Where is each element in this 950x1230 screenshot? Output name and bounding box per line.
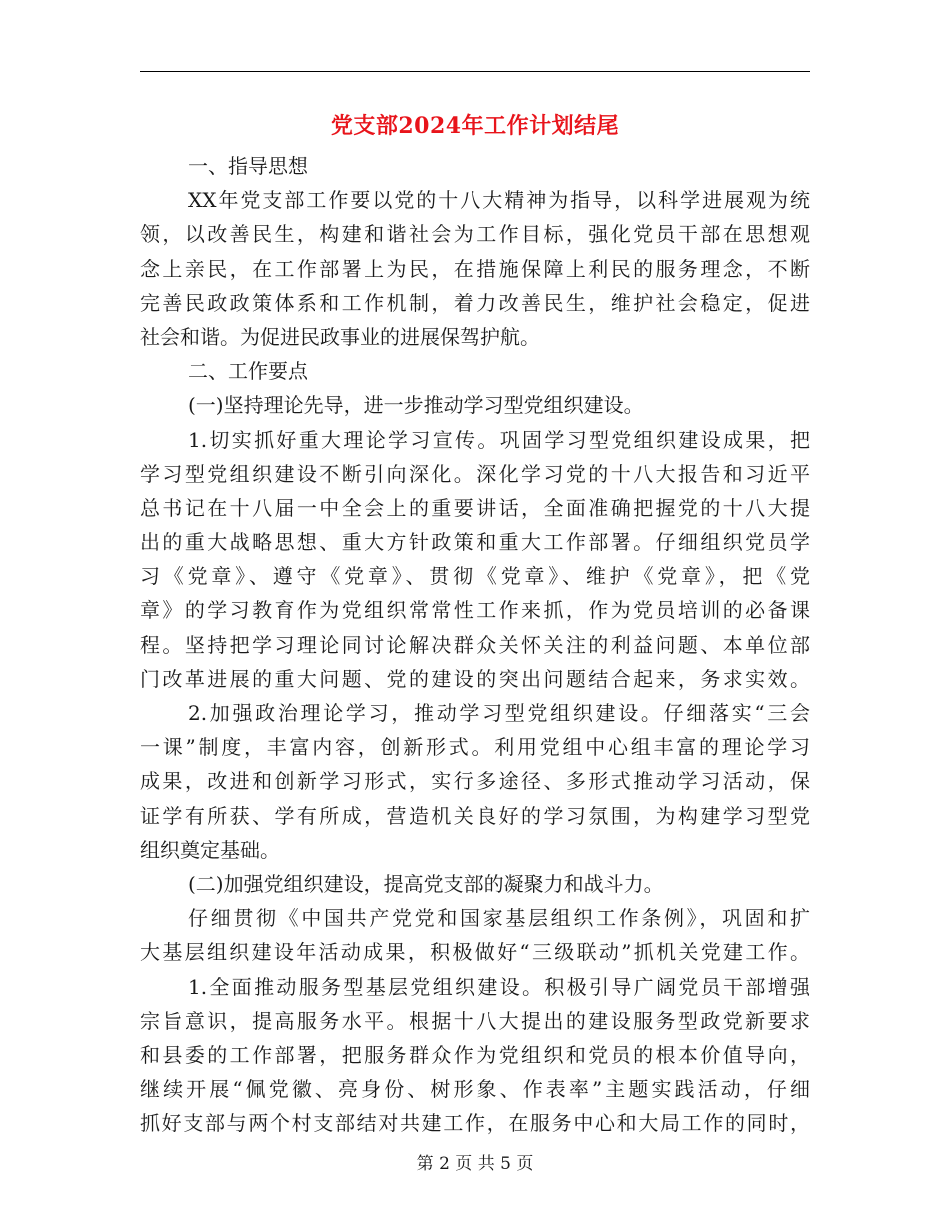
paragraph-line: 念上亲民，在工作部署上为民，在措施保障上利民的服务理念，不断 <box>140 256 810 281</box>
document-title: 党支部2024年工作计划结尾 <box>330 113 620 139</box>
paragraph-line: 总书记在十八届一中全会上的重要讲话，全面准确把握党的十八大提 <box>140 495 810 520</box>
paragraph-line: 程。坚持把学习理论同讨论解决群众关怀关注的利益问题、本单位部 <box>140 632 810 657</box>
header-rule <box>140 71 810 72</box>
paragraph-line: XX年党支部工作要以党的十八大精神为指导，以科学进展观为统 <box>188 188 810 213</box>
paragraph-line: 学习型党组织建设不断引向深化。深化学习党的十八大报告和习近平 <box>140 461 810 486</box>
section-heading: 一、指导思想 <box>188 154 308 178</box>
section-heading: 二、工作要点 <box>188 359 308 384</box>
paragraph-line: 证学有所获、学有所成，营造机关良好的学习氛围，为构建学习型党 <box>140 803 810 828</box>
paragraph-line: 大基层组织建设年活动成果，积极做好“三级联动”抓机关党建工作。 <box>140 940 810 965</box>
paragraph-line: 出的重大战略思想、重大方针政策和重大工作部署。仔细组织党员学 <box>140 530 810 555</box>
paragraph-line: 2.加强政治理论学习，推动学习型党组织建设。仔细落实“三会 <box>188 701 810 725</box>
paragraph-line: 继续开展“佩党徽、亮身份、树形象、作表率”主题实践活动，仔细 <box>140 1077 810 1102</box>
document-body <box>140 149 810 1140</box>
paragraph-line: 成果，改进和创新学习形式，实行多途径、多形式推动学习活动，保 <box>140 769 810 794</box>
paragraph-line: 组织奠定基础。 <box>140 837 280 862</box>
subsection-heading: (一)坚持理论先导，进一步推动学习型党组织建设。 <box>188 393 644 418</box>
paragraph-line: 1.全面推动服务型基层党组织建设。积极引导广阔党员干部增强 <box>188 974 810 999</box>
paragraph-line: 一课”制度，丰富内容，创新形式。利用党组中心组丰富的理论学习 <box>140 735 810 760</box>
paragraph-line: 完善民政政策体系和工作机制，着力改善民生，维护社会稳定，促进 <box>140 290 810 315</box>
paragraph-line: 习《党章》、遵守《党章》、贯彻《党章》、维护《党章》，把《党 <box>140 564 810 589</box>
paragraph-line: 抓好支部与两个村支部结对共建工作，在服务中心和大局工作的同时， <box>140 1111 810 1136</box>
paragraph-line: 和县委的工作部署，把服务群众作为党组织和党员的根本价值导向， <box>140 1042 810 1067</box>
paragraph-line: 宗旨意识，提高服务水平。根据十八大提出的建设服务型政党新要求 <box>140 1008 810 1033</box>
paragraph-line: 仔细贯彻《中国共产党党和国家基层组织工作条例》，巩固和扩 <box>188 906 810 931</box>
subsection-heading: (二)加强党组织建设，提高党支部的凝聚力和战斗力。 <box>188 871 664 896</box>
page-number: 第 2 页 共 5 页 <box>416 1154 534 1174</box>
paragraph-line: 领，以改善民生，构建和谐社会为工作目标，强化党员干部在思想观 <box>140 222 810 247</box>
paragraph-line: 社会和谐。为促进民政事业的进展保驾护航。 <box>140 324 540 349</box>
paragraph-line: 门改革进展的重大问题、党的建设的突出问题结合起来，务求实效。 <box>140 666 810 691</box>
paragraph-line: 章》的学习教育作为党组织常常性工作来抓，作为党员培训的必备课 <box>140 598 810 623</box>
paragraph-line: 1.切实抓好重大理论学习宣传。巩固学习型党组织建设成果，把 <box>188 427 810 452</box>
